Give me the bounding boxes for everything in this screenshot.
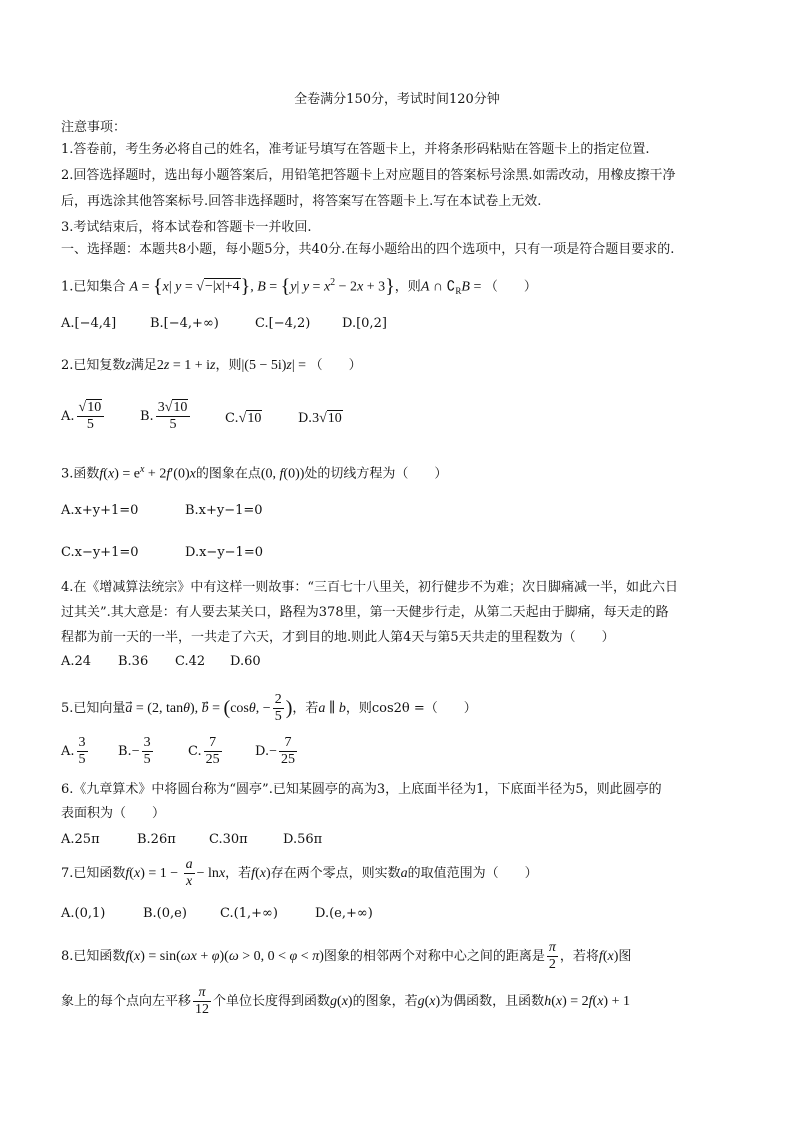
notice-title: 注意事项： [61, 120, 127, 135]
question-4-line-2: 过其关”.其大意是：有人要去某关口，路程为378里，第一天健步行走，从第二天起由于脚痛，每天走的路 [61, 605, 669, 620]
question-1-option-c: C.[−4,2) [255, 316, 311, 331]
question-3-option-b: B.x+y−1=0 [185, 503, 263, 518]
question-3-stem: 3.函数$f(x) = e^x + 2f'(0)x$的图象在点(0, f(0))处的切线方程为（ ） [61, 464, 448, 482]
question-3-option-c: C.x−y+1=0 [61, 545, 139, 560]
question-4-option-c: C.42 [175, 654, 206, 669]
question-1-option-a: A.[−4,4] [61, 316, 117, 331]
question-5-option-b: B.− $\frac{3}{5}$ [118, 735, 151, 767]
question-6-option-d: D.56π [283, 832, 323, 847]
question-2-option-d: D.3√10 [298, 411, 342, 426]
notice-3: 3.考试结束后，将本试卷和答题卡一并收回. [61, 220, 312, 235]
question-5-option-c: C. $\frac{7}{25}$ [188, 735, 220, 767]
question-1-option-d: D.[0,2] [342, 316, 387, 331]
question-4-option-a: A.24 [61, 654, 92, 669]
question-6-option-c: C.30π [209, 832, 248, 847]
question-4-option-d: D.60 [230, 654, 261, 669]
notice-1: 1.答卷前，考生务必将自己的姓名，准考证号填写在答题卡上，并将条形码粘贴在答题卡上的指定位置. [61, 142, 650, 157]
section-1-title: 一、选择题：本题共8小题，每小题5分，共40分.在每小题给出的四个选项中，只有一项是符合题目要求的. [61, 242, 675, 257]
question-7-option-d: D.(e,+∞) [315, 906, 373, 921]
question-7-stem: 7.已知函数f(x) = 1 − $\frac{a}{x}$ − lnx，若f(x)存在两个零点，则实数a的取值范围为（ ） [61, 857, 538, 889]
notice-2: 2.回答选择题时，选出每小题答案后，用铅笔把答题卡上对应题目的答案标号涂黑.如需改动，用橡皮擦干净 [61, 168, 676, 183]
question-4-option-b: B.36 [118, 654, 149, 669]
question-7-option-b: B.(0,e) [143, 906, 187, 921]
question-6-option-b: B.26π [137, 832, 176, 847]
question-2-stem: 2.已知复数z满足2z = 1 + iz，则|(5 − 5i)z| = （ ） [61, 358, 362, 373]
notice-2-cont: 后，再选涂其他答案标号.回答非选择题时，将答案写在答题卡上.写在本试卷上无效. [61, 194, 542, 209]
question-5-option-d: D.− $\frac{7}{25}$ [255, 735, 295, 767]
question-5-option-a: A. $\frac{3}{5}$ [61, 735, 86, 767]
exam-header: 全卷满分150分，考试时间120分钟 [294, 92, 500, 107]
question-3-option-d: D.x−y−1=0 [185, 545, 263, 560]
question-2-option-c: C.√10 [225, 411, 262, 426]
question-2-option-b: B. $\frac{3√10}{5}$ [140, 400, 192, 433]
question-6-option-a: A.25π [61, 832, 100, 847]
question-3-option-a: A.x+y+1=0 [61, 503, 139, 518]
question-4-line-3: 程都为前一天的一半，一共走了六天，才到目的地.则此人第4天与第5天共走的里程数为（ ） [61, 630, 615, 645]
question-7-option-a: A.(0,1) [61, 906, 106, 921]
question-8-line-2: 象上的每个点向左平移 $\frac{\pi}{12}$ 个单位长度得到函数g(x)的图象，若g(x)为偶函数，且函数h(x) = 2f(x) + 1 [61, 985, 630, 1017]
question-4-line-1: 4.在《增减算法统宗》中有这样一则故事：“三百七十八里关，初行健步不为难；次日脚痛减一半，如此六日 [61, 580, 679, 595]
question-5-stem: 5.已知向量a⃗ = (2, tanθ), b⃗ = (cosθ, − $\frac{2}{5}$ )，若a ∥ b，则cos2θ =（ ） [61, 692, 477, 724]
question-1-option-b: B.[−4,+∞) [150, 316, 219, 331]
question-7-option-c: C.(1,+∞) [220, 906, 278, 921]
question-6-line-1: 6.《九章算术》中将圆台称为“圆亭”.已知某圆亭的高为3，上底面半径为1，下底面半径为5，则此圆亭的 [61, 782, 662, 797]
question-6-line-2: 表面积为（ ） [61, 806, 166, 821]
question-8-line-1: 8.已知函数f(x) = sin(ωx + φ)(ω > 0, 0 < φ < π)图象的相邻两个对称中心之间的距离是 $\frac{\pi}{2}$ ，若将f(x)图 [61, 940, 632, 972]
question-2-option-a: A. $\frac{√10}{5}$ [61, 400, 106, 433]
question-1-stem: 1.已知集合 A = {x| y = √−|x|+4}, B = {y| $y = x^2 - 2x + 3$}，则A ∩ $∁_RB$ = （ ） [61, 275, 537, 298]
